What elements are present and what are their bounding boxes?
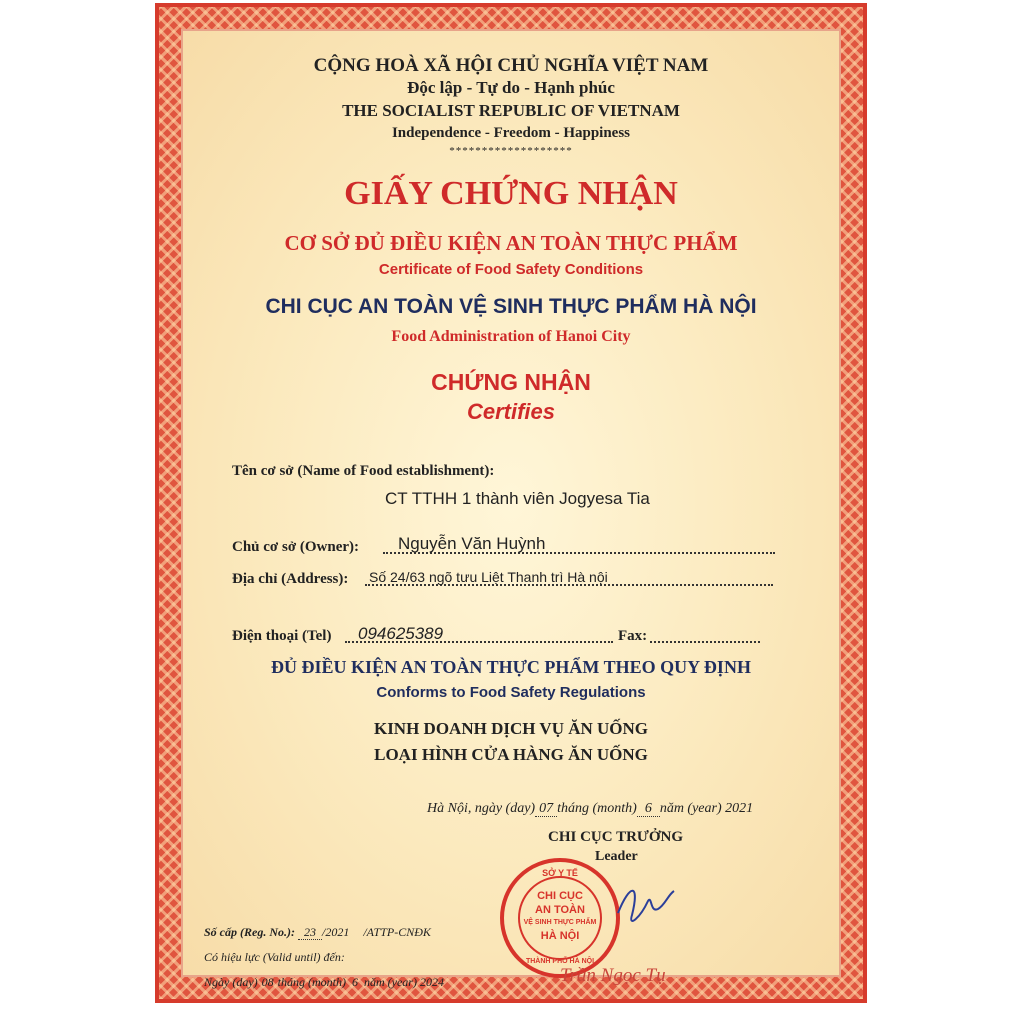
authority-vn: CHI CỤC AN TOÀN VỆ SINH THỰC PHẨM HÀ NỘI xyxy=(265,295,757,318)
establishment-value: CT TTHH 1 thành viên Jogyesa Tia xyxy=(385,489,650,508)
address-label: Địa chỉ (Address): xyxy=(232,571,349,587)
certificate-subtitle-en: Certificate of Food Safety Conditions xyxy=(378,261,644,278)
address-value: Số 24/63 ngõ tưu Liệt Thanh trì Hà nội xyxy=(369,569,608,585)
valid-year-label: năm (year) 2024 xyxy=(363,975,444,989)
conformance-vn: ĐỦ ĐIỀU KIỆN AN TOÀN THỰC PHẨM THEO QUY ĐỊNH xyxy=(271,657,751,677)
stamp-top: SỞ Y TẾ xyxy=(542,868,578,878)
fax-dotted-line xyxy=(650,641,760,643)
reg-code: /ATTP-CNĐK xyxy=(363,925,431,939)
stamp-line4: HÀ NỘI xyxy=(540,930,580,942)
date-prefix: Hà Nội, ngày (day) xyxy=(427,801,536,816)
valid-day: 08 xyxy=(261,975,274,989)
certificate xyxy=(155,3,867,1003)
authority-en: Food Administration of Hanoi City xyxy=(391,328,631,345)
business-type-2: LOẠI HÌNH CỬA HÀNG ĂN UỐNG xyxy=(374,745,648,764)
stamp-line2: AN TOÀN xyxy=(535,904,585,916)
motto-en: Independence - Freedom - Happiness xyxy=(391,125,631,141)
signer-name: Trần Ngọc Tụ xyxy=(560,965,666,986)
business-type-1: KINH DOANH DỊCH VỤ ĂN UỐNG xyxy=(373,719,649,738)
date-month-label: tháng (month) xyxy=(557,801,637,816)
date-year: 21 xyxy=(739,801,754,816)
stamp-line1: CHI CỤC xyxy=(537,890,583,902)
valid-month-label: tháng (month) xyxy=(277,975,346,989)
valid-day-label: Ngày (day) xyxy=(204,975,258,989)
republic-en: THE SOCIALIST REPUBLIC OF VIETNAM xyxy=(342,101,680,120)
signature-scribble xyxy=(610,873,680,933)
certifies-vn: CHỨNG NHẬN xyxy=(431,369,591,395)
issue-date xyxy=(427,801,753,817)
date-month: 6 xyxy=(637,801,660,817)
owner-label: Chủ cơ sở (Owner): xyxy=(232,539,360,555)
republic-vn: CỘNG HOÀ XÃ HỘI CHỦ NGHĨA VIỆT NAM xyxy=(313,55,709,76)
conformance-en: Conforms to Food Safety Regulations xyxy=(376,684,646,701)
official-stamp xyxy=(500,858,620,978)
valid-until-label: Có hiệu lực (Valid until) đến: xyxy=(204,950,345,964)
date-year-label: năm (year) 20 xyxy=(659,801,740,816)
stamp-line3: VỆ SINH THỰC PHẨM xyxy=(523,919,597,926)
stars-divider: ******************* xyxy=(449,145,573,157)
reg-value: 23 xyxy=(298,925,322,940)
reg-label: Số cấp (Reg. No.): xyxy=(204,925,295,939)
date-day: 07 xyxy=(535,801,557,817)
fax-label: Fax: xyxy=(618,628,648,644)
establishment-label: Tên cơ sở (Name of Food establishment): xyxy=(232,463,495,479)
signer-title-en: Leader xyxy=(595,849,638,864)
certificate-subtitle-vn: CƠ SỞ ĐỦ ĐIỀU KIỆN AN TOÀN THỰC PHẨM xyxy=(284,231,738,255)
valid-month: 6 xyxy=(351,975,358,989)
stamp-bottom: THÀNH PHỐ HÀ NỘI xyxy=(525,958,595,965)
certifies-en: Certifies xyxy=(466,399,556,424)
valid-until-date xyxy=(204,975,444,990)
owner-value: Nguyễn Văn Huỳnh xyxy=(398,534,546,553)
tel-label: Điện thoại (Tel) xyxy=(232,628,332,644)
reg-suffix: /2021 xyxy=(321,925,350,939)
signer-title-vn: CHI CỤC TRƯỞNG xyxy=(548,829,684,845)
certificate-title: GIẤY CHỨNG NHẬN xyxy=(344,175,678,212)
tel-value: 094625389 xyxy=(358,624,444,643)
registration-number xyxy=(204,925,431,940)
motto-vn: Độc lập - Tự do - Hạnh phúc xyxy=(407,78,615,97)
